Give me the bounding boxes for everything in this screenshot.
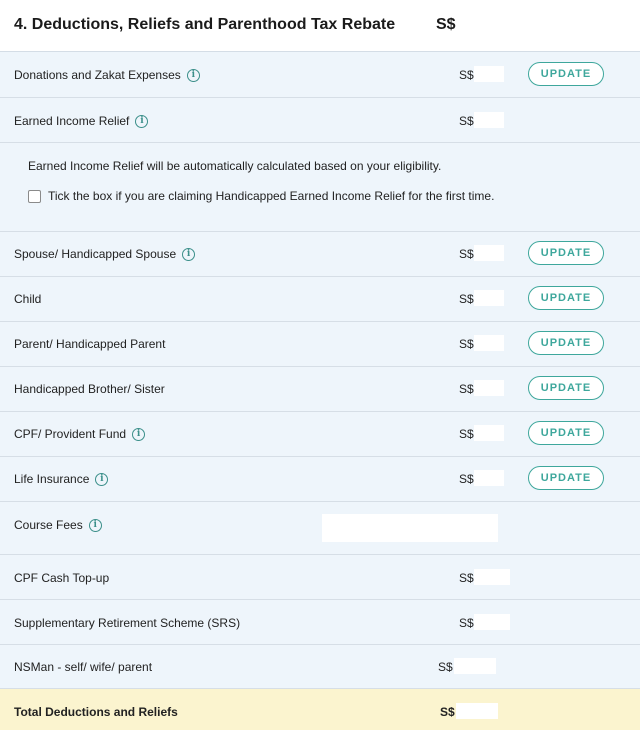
cpf-label: CPF/ Provident Fund	[14, 427, 127, 441]
row-label	[14, 337, 165, 351]
currency-label: S$	[459, 292, 474, 306]
currency-label: S$	[459, 247, 474, 261]
currency-label: S$	[459, 472, 474, 486]
info-icon[interactable]: i	[187, 69, 200, 82]
nsman-label: NSMan - self/ wife/ parent	[14, 660, 153, 674]
row-cpf	[0, 412, 640, 457]
cpf-topup-label: CPF Cash Top-up	[14, 571, 110, 585]
row-label	[14, 616, 240, 630]
life-insurance-value	[474, 470, 504, 486]
srs-value	[474, 614, 510, 630]
parent-update-button[interactable]: UPDATE	[528, 331, 604, 355]
sibling-update-button[interactable]: UPDATE	[528, 376, 604, 400]
course-fees-label: Course Fees	[14, 518, 83, 532]
row-cpf-topup	[0, 555, 640, 600]
parent-value	[474, 335, 504, 351]
child-value	[474, 290, 504, 306]
donations-value	[474, 66, 504, 82]
total-label: Total Deductions and Reliefs	[14, 705, 178, 719]
spouse-label: Spouse/ Handicapped Spouse	[14, 247, 177, 261]
currency-label: S$	[440, 705, 455, 719]
row-label	[14, 427, 145, 441]
info-icon[interactable]: i	[89, 519, 102, 532]
currency-label: S$	[459, 571, 474, 585]
row-donations	[0, 52, 640, 98]
donations-update-button[interactable]: UPDATE	[528, 62, 604, 86]
nsman-value	[454, 658, 496, 674]
total-value	[456, 703, 498, 719]
cpf-value	[474, 425, 504, 441]
row-nsman	[0, 645, 640, 689]
child-update-button[interactable]: UPDATE	[528, 286, 604, 310]
row-course-fees	[0, 502, 640, 555]
row-label	[14, 518, 102, 532]
row-sibling	[0, 367, 640, 412]
course-fees-box	[322, 514, 498, 542]
info-icon[interactable]: i	[95, 473, 108, 486]
life-insurance-update-button[interactable]: UPDATE	[528, 466, 604, 490]
currency-label: S$	[459, 616, 474, 630]
row-child	[0, 277, 640, 322]
earned-income-value	[474, 112, 504, 128]
parent-label: Parent/ Handicapped Parent	[14, 337, 166, 351]
row-label	[14, 114, 148, 128]
earned-income-label: Earned Income Relief	[14, 114, 130, 128]
currency-label: S$	[459, 427, 474, 441]
row-label	[14, 292, 41, 306]
handicapped-relief-checkbox-label: Tick the box if you are claiming Handicapped Earned Income Relief for the first time.	[48, 189, 495, 203]
currency-label: S$	[438, 660, 453, 674]
earned-income-note-text: Earned Income Relief will be automatically calculated based on your eligibility.	[28, 159, 442, 173]
row-label	[14, 68, 200, 82]
handicapped-relief-checkbox[interactable]	[28, 190, 41, 203]
cpf-update-button[interactable]: UPDATE	[528, 421, 604, 445]
row-parent	[0, 322, 640, 367]
donations-label: Donations and Zakat Expenses	[14, 68, 181, 82]
spouse-value	[474, 245, 504, 261]
row-label	[14, 247, 195, 261]
cpf-topup-value	[474, 569, 510, 585]
info-icon[interactable]: i	[132, 428, 145, 441]
row-label	[14, 571, 109, 585]
earned-income-note	[0, 143, 640, 232]
row-life-insurance	[0, 457, 640, 502]
spouse-update-button[interactable]: UPDATE	[528, 241, 604, 265]
row-label	[14, 382, 165, 396]
row-label	[14, 660, 152, 674]
currency-label: S$	[459, 337, 474, 351]
section-title: 4. Deductions, Reliefs and Parenthood Tax Rebate	[14, 16, 396, 33]
child-label: Child	[14, 292, 42, 306]
sibling-label: Handicapped Brother/ Sister	[14, 382, 165, 396]
row-label	[14, 472, 108, 486]
row-earned-income	[0, 98, 640, 143]
sibling-value	[474, 380, 504, 396]
section-currency: S$	[436, 16, 456, 33]
info-icon[interactable]: i	[182, 248, 195, 261]
life-insurance-label: Life Insurance	[14, 472, 90, 486]
currency-label: S$	[459, 114, 474, 128]
row-total	[0, 689, 640, 730]
srs-label: Supplementary Retirement Scheme (SRS)	[14, 616, 241, 630]
row-label	[14, 705, 178, 719]
info-icon[interactable]: i	[135, 115, 148, 128]
currency-label: S$	[459, 68, 474, 82]
row-spouse	[0, 232, 640, 277]
section-header	[0, 0, 640, 52]
currency-label: S$	[459, 382, 474, 396]
row-srs	[0, 600, 640, 645]
